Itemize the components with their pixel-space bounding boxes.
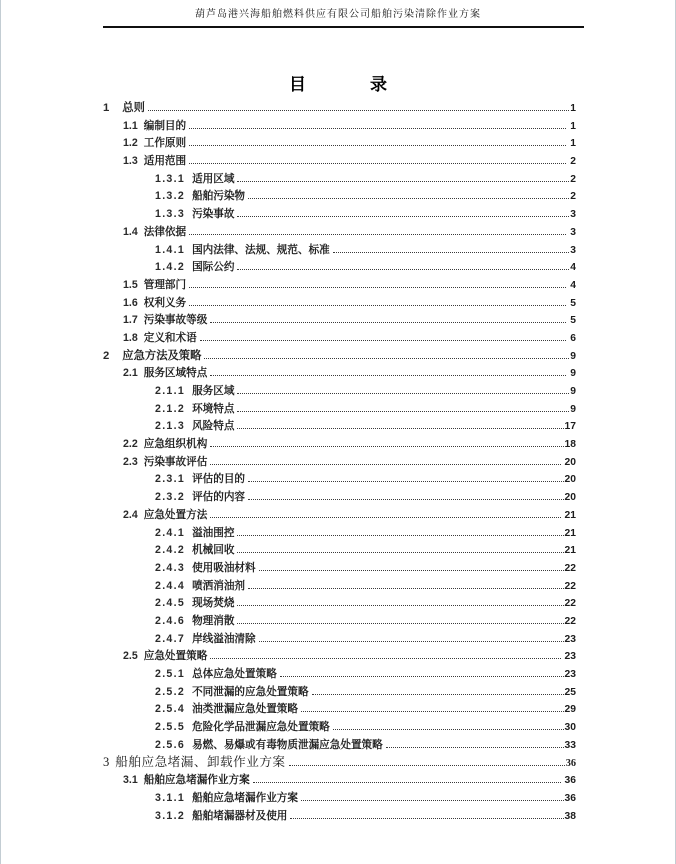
toc-entry-number: 2.1.1: [155, 385, 186, 397]
toc-entry-number: 2.5: [123, 650, 138, 663]
toc-entry-label: 船舶应急堵漏作业方案: [192, 791, 298, 804]
toc-entry-label: 编制目的: [143, 119, 187, 132]
toc-entry-label: 权利义务: [143, 296, 187, 309]
toc-leader-dots: [189, 234, 566, 235]
toc-entry-label: 船舶污染物: [192, 190, 246, 203]
toc-entry-page: 5: [567, 315, 576, 327]
toc-entry-number: 1.4.2: [155, 261, 186, 274]
toc-entry-label: 服务区域: [192, 385, 235, 397]
toc-entry-number: 2.4.3: [155, 561, 186, 574]
toc-entry-page: 29: [564, 704, 576, 716]
toc-leader-dots: [210, 322, 566, 323]
toc-entry-label: 现场焚烧: [192, 597, 235, 610]
toc-entry[interactable]: [103, 135, 576, 153]
toc-entry[interactable]: [103, 330, 576, 348]
toc-entry-page: 23: [564, 669, 576, 680]
toc-entry-page: 9: [570, 350, 576, 362]
toc-entry[interactable]: [103, 631, 576, 649]
toc-entry-number: 2.4.5: [155, 597, 186, 610]
header-divider-rule: [103, 26, 584, 28]
toc-entry-page: 1: [567, 120, 576, 132]
toc-leader-dots: [210, 375, 566, 376]
toc-entry-label: 环境特点: [192, 402, 235, 415]
toc-entry[interactable]: [103, 348, 576, 366]
toc-leader-dots: [210, 517, 560, 518]
toc-entry-page: 23: [564, 633, 576, 645]
document-header-title: 葫芦岛港兴海船舶燃料供应有限公司船舶污染清除作业方案: [195, 9, 481, 20]
toc-entry-page: 3: [570, 244, 576, 256]
toc-entry-page: 21: [564, 545, 576, 557]
toc-entry-page: 9: [570, 386, 576, 397]
toc-leader-dots: [204, 358, 569, 359]
toc-entry-page: 1: [567, 138, 576, 150]
toc-entry-page: 9: [570, 403, 576, 415]
toc-entry-label: 污染事故: [192, 208, 235, 221]
toc-entry-number: 2.5.2: [155, 685, 186, 698]
toc-entry-page: 20: [564, 474, 576, 486]
toc-entry-label: 国际公约: [192, 261, 235, 274]
toc-entry-number: 1.6: [123, 296, 138, 309]
toc-entry-number: 1.7: [123, 314, 138, 327]
toc-entry-number: 1.1: [123, 119, 138, 132]
toc-entry-number: 2.5.1: [155, 668, 186, 680]
toc-entry-number: 2.4.6: [155, 614, 186, 627]
toc-entry-page: 2: [567, 156, 576, 168]
toc-entry-label: 易燃、易爆或有毒物质泄漏应急处置策略: [192, 738, 383, 751]
toc-entry-label: 油类泄漏应急处置策略: [192, 703, 298, 716]
toc-entry-label: 使用吸油材料: [192, 561, 256, 574]
toc-entry[interactable]: [103, 489, 576, 507]
toc-leader-dots: [290, 818, 563, 819]
toc-leader-dots: [333, 729, 564, 730]
toc-entry-page: 17: [564, 421, 576, 433]
toc-leader-dots: [301, 711, 564, 712]
toc-entry[interactable]: [103, 684, 576, 702]
toc-entry[interactable]: [103, 772, 576, 790]
toc-heading-char-right: 录: [370, 75, 387, 94]
toc-entry-page: 20: [561, 456, 576, 468]
toc-entry-number: 2.2: [123, 438, 138, 451]
toc-entry-number: 2.3.2: [155, 491, 186, 504]
toc-entry[interactable]: [103, 560, 576, 578]
toc-leader-dots: [189, 145, 566, 146]
toc-entry-page: 22: [564, 562, 576, 574]
toc-entry-number: 1.4.1: [155, 243, 186, 256]
toc-leader-dots: [253, 782, 561, 783]
toc-entry-label: 应急组织机构: [143, 438, 208, 451]
toc-entry-label: 适用范围: [143, 155, 187, 168]
toc-entry-number: 2.4.1: [155, 526, 186, 539]
toc-entry[interactable]: [103, 578, 576, 596]
toc-leader-dots: [333, 252, 569, 253]
toc-entry-page: 22: [564, 580, 576, 592]
toc-entry[interactable]: [103, 754, 576, 772]
toc-entry-page: 4: [570, 262, 576, 274]
toc-leader-dots: [189, 128, 566, 129]
toc-entry[interactable]: [103, 701, 576, 719]
toc-entry-number: 1.4: [123, 225, 138, 238]
toc-entry-label: 船舶应急堵漏作业方案: [143, 774, 250, 787]
toc-leader-dots: [248, 588, 564, 589]
toc-leader-dots: [237, 181, 569, 182]
toc-leader-dots: [237, 393, 569, 394]
toc-entry-number: 2.4.4: [155, 579, 186, 592]
toc-entry-number: 1.3: [123, 155, 138, 168]
toc-entry-label: 机械回收: [192, 544, 235, 557]
toc-entry-number: 3: [103, 755, 110, 770]
toc-entry[interactable]: [103, 188, 576, 206]
toc-entry-number: 2.5.5: [155, 721, 186, 734]
toc-leader-dots: [237, 605, 563, 606]
toc-entry-page: 3: [567, 226, 576, 238]
toc-entry-number: 2.1.2: [155, 402, 186, 415]
toc-entry-label: 危险化学品泄漏应急处置策略: [192, 721, 330, 734]
toc-entry-number: 1.5: [123, 278, 138, 291]
toc-entry[interactable]: [103, 542, 576, 560]
toc-entry[interactable]: [103, 100, 576, 118]
toc-entry-page: 25: [564, 686, 576, 698]
toc-leader-dots: [301, 800, 564, 801]
toc-entry-page: 22: [564, 615, 576, 627]
toc-entry-number: 2.3: [123, 455, 138, 468]
toc-entry[interactable]: [103, 365, 576, 383]
toc-entry-page: 20: [564, 492, 576, 504]
toc-leader-dots: [189, 163, 566, 164]
toc-leader-dots: [248, 499, 564, 500]
toc-leader-dots: [248, 481, 564, 482]
page-left-edge: [0, 0, 1, 864]
toc-leader-dots: [386, 747, 564, 748]
toc-entry-label: 岸线溢油清除: [192, 632, 256, 645]
toc-entry-label: 物理消散: [192, 614, 235, 627]
toc-entry-page: 36: [565, 758, 576, 770]
toc-entry-label: 总则: [122, 102, 145, 114]
toc-entry-page: 22: [564, 598, 576, 610]
toc-entry-number: 3.1.1: [155, 791, 186, 804]
toc-entry-number: 2.3.1: [155, 473, 186, 486]
toc-entry[interactable]: [103, 648, 576, 666]
toc-entry-label: 船舶堵漏器材及使用: [192, 809, 288, 822]
toc-entry[interactable]: [103, 666, 576, 684]
toc-entry-label: 应急处置方法: [143, 508, 208, 521]
toc-leader-dots: [237, 535, 563, 536]
toc-entry[interactable]: [103, 790, 576, 808]
toc-leader-dots: [237, 411, 569, 412]
toc-leader-dots: [237, 428, 563, 429]
toc-leader-dots: [210, 464, 560, 465]
toc-entry-label: 适用区域: [192, 172, 235, 185]
toc-entry-page: 21: [561, 509, 576, 521]
toc-entry[interactable]: [103, 118, 576, 136]
toc-entry-page: 33: [564, 739, 576, 751]
toc-heading-char-left: 目: [289, 75, 306, 94]
toc-entry[interactable]: [103, 454, 576, 472]
toc-entry-number: 1.3.2: [155, 190, 186, 203]
toc-entry-label: 服务区域特点: [143, 367, 208, 380]
toc-leader-dots: [189, 305, 566, 306]
toc-leader-dots: [237, 269, 569, 270]
toc-entry[interactable]: [103, 277, 576, 295]
toc-leader-dots: [259, 570, 564, 571]
toc-entry[interactable]: [103, 595, 576, 613]
toc-entry-number: 2: [103, 349, 110, 362]
toc-entry-number: 2.4.2: [155, 544, 186, 557]
toc-leader-dots: [210, 446, 563, 447]
toc-entry-number: 3.1: [123, 774, 138, 787]
toc-entry[interactable]: [103, 436, 576, 454]
toc-entry-page: 9: [567, 368, 576, 380]
toc-entry-label: 法律依据: [143, 225, 187, 238]
toc-entry[interactable]: [103, 153, 576, 171]
toc-entry[interactable]: [103, 383, 576, 401]
toc-entry-label: 船舶应急堵漏、卸载作业方案: [115, 755, 286, 770]
toc-leader-dots: [148, 110, 569, 111]
toc-entry[interactable]: [103, 507, 576, 525]
toc-entry[interactable]: [103, 206, 576, 224]
toc-entry-page: 4: [567, 279, 576, 291]
toc-entry-page: 38: [564, 810, 576, 822]
toc-entry[interactable]: [103, 312, 576, 330]
toc-leader-dots: [280, 676, 564, 677]
toc-entry-page: 6: [567, 332, 576, 344]
toc-leader-dots: [289, 765, 565, 766]
toc-entry-label: 评估的内容: [192, 491, 246, 504]
toc-entry-page: 36: [561, 775, 576, 787]
toc-entry-page: 18: [564, 439, 576, 451]
toc-entry-page: 2: [570, 191, 576, 203]
toc-entry[interactable]: [103, 613, 576, 631]
toc-entry-page: 36: [564, 792, 576, 804]
toc-entry-page: 23: [561, 651, 576, 663]
toc-leader-dots: [237, 623, 563, 624]
toc-entry-number: 2.1.3: [155, 420, 186, 433]
toc-entry-label: 国内法律、法规、规范、标准: [192, 243, 330, 256]
toc-entry-label: 污染事故等级: [143, 314, 208, 327]
toc-entry[interactable]: [103, 418, 576, 436]
toc-entry-number: 1: [103, 102, 110, 114]
toc-leader-dots: [210, 658, 560, 659]
toc-leader-dots: [248, 198, 569, 199]
toc-entry-label: 总体应急处置策略: [192, 668, 277, 680]
toc-entry[interactable]: [103, 295, 576, 313]
toc-entry-number: 1.2: [123, 137, 138, 150]
toc-entry-label: 污染事故评估: [143, 455, 208, 468]
toc-entry[interactable]: [103, 525, 576, 543]
toc-entry-page: 21: [564, 527, 576, 539]
toc-entry[interactable]: [103, 719, 576, 737]
toc-entry-number: 1.8: [123, 331, 138, 344]
toc-list: [103, 100, 576, 825]
toc-entry-number: 2.4.7: [155, 632, 186, 645]
toc-entry-label: 应急方法及策略: [122, 349, 202, 362]
toc-heading: [0, 75, 676, 95]
toc-entry[interactable]: [103, 242, 576, 260]
toc-leader-dots: [237, 552, 563, 553]
toc-entry[interactable]: [103, 224, 576, 242]
toc-entry-number: 2.4: [123, 508, 138, 521]
toc-entry-page: 2: [570, 173, 576, 185]
toc-entry[interactable]: [103, 171, 576, 189]
toc-leader-dots: [200, 340, 567, 341]
toc-entry-label: 评估的目的: [192, 473, 246, 486]
toc-entry-number: 2.5.4: [155, 703, 186, 716]
toc-leader-dots: [189, 287, 566, 288]
toc-entry-label: 工作原则: [143, 137, 187, 150]
toc-entry-page: 1: [570, 103, 576, 114]
toc-entry-label: 定义和术语: [143, 331, 197, 344]
toc-entry[interactable]: [103, 259, 576, 277]
toc-entry-number: 2.5.6: [155, 738, 186, 751]
toc-entry-page: 5: [567, 297, 576, 309]
toc-leader-dots: [259, 641, 564, 642]
toc-entry[interactable]: [103, 737, 576, 755]
toc-entry-number: 2.1: [123, 367, 138, 380]
toc-entry[interactable]: [103, 471, 576, 489]
toc-entry-number: 3.1.2: [155, 809, 186, 822]
toc-entry-page: 3: [570, 209, 576, 221]
toc-leader-dots: [237, 216, 569, 217]
toc-entry-page: 30: [564, 722, 576, 734]
toc-entry-label: 溢油围控: [192, 526, 235, 539]
toc-entry[interactable]: [103, 401, 576, 419]
toc-entry-number: 1.3.3: [155, 208, 186, 221]
toc-entry-label: 应急处置策略: [143, 650, 208, 663]
toc-entry-label: 管理部门: [143, 278, 187, 291]
toc-entry-number: 1.3.1: [155, 172, 186, 185]
toc-entry-label: 风险特点: [192, 420, 235, 433]
toc-leader-dots: [312, 694, 564, 695]
toc-entry[interactable]: [103, 808, 576, 826]
toc-entry-label: 不同泄漏的应急处置策略: [192, 685, 309, 698]
toc-entry-label: 喷洒消油剂: [192, 579, 246, 592]
